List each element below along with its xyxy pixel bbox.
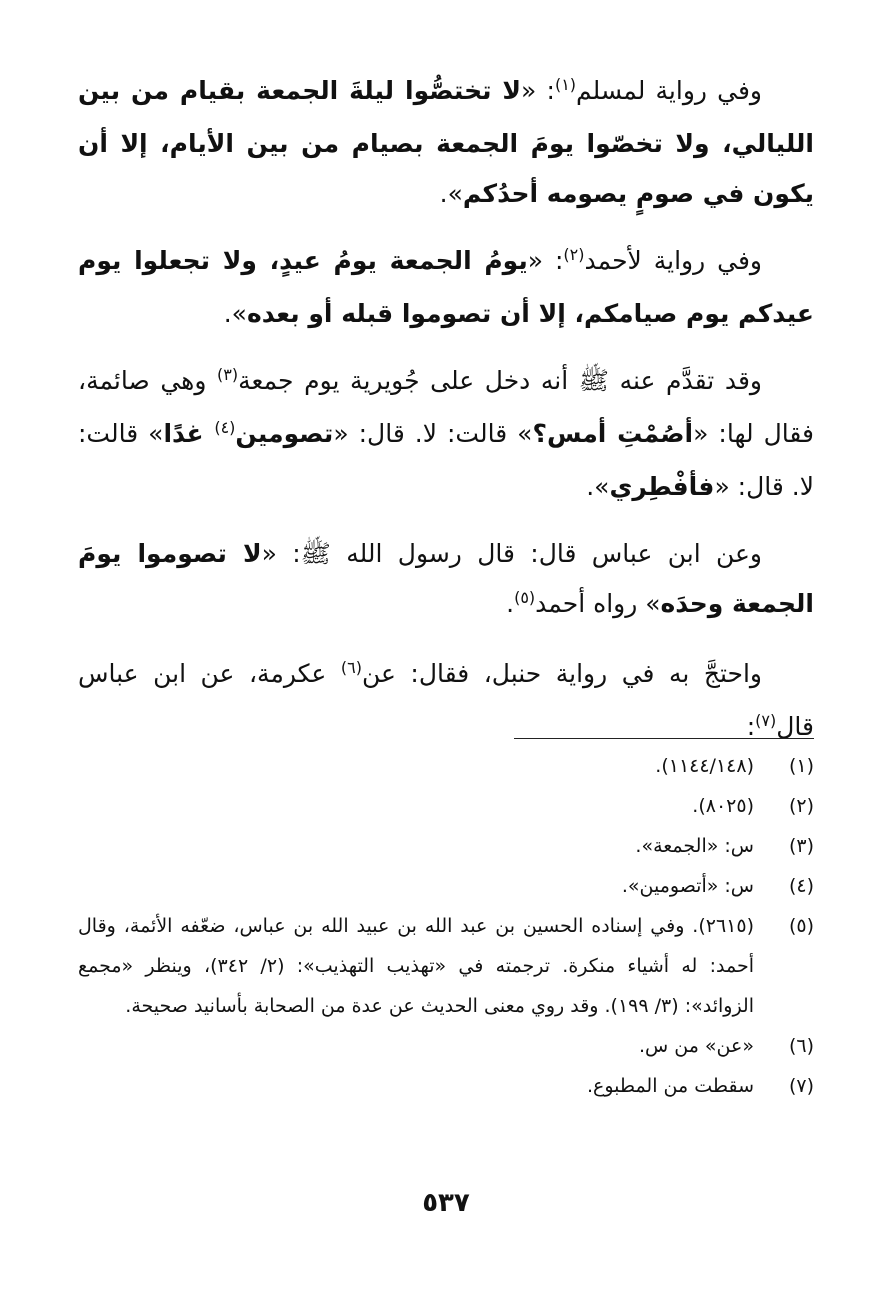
page-number: ٥٣٧: [422, 1188, 470, 1218]
footnote-ref-5[interactable]: (٥): [514, 588, 536, 607]
footnote-ref-7[interactable]: (٧): [755, 711, 777, 730]
footnote-number: (٢): [788, 795, 814, 817]
text-segment: ».: [586, 472, 610, 501]
hadith-text: فأفْطِري: [609, 472, 715, 501]
hadith-text: تصومين: [235, 419, 334, 448]
text-segment: » قالت: لا. قال: «: [333, 419, 533, 448]
hadith-text: غدًا: [163, 419, 215, 448]
footnote-text: (٨٠٢٥).: [692, 795, 754, 817]
text-segment: » قالت: لا. قال: «: [78, 419, 814, 501]
text-segment: وعن ابن عباس قال: قال رسول الله ﷺ: «: [261, 539, 762, 568]
footnote-ref-6[interactable]: (٦): [340, 658, 362, 677]
paragraph-4: [78, 529, 814, 632]
footnote-number: (١): [788, 755, 814, 777]
paragraph-5: [78, 649, 814, 755]
text-segment: عكرمة، عن ابن عباس قال: [78, 659, 814, 741]
paragraph-1: [78, 66, 814, 219]
paragraph-3: [78, 356, 814, 512]
footnote-number: (٧): [788, 1075, 814, 1097]
footnote-separator: [514, 738, 814, 739]
footnote-number: (٣): [788, 835, 814, 857]
text-segment: واحتجَّ به في رواية حنبل، فقال: عن: [361, 659, 762, 688]
hadith-text: أصُمْتِ أمس؟: [532, 419, 694, 448]
footnote-ref-3[interactable]: (٣): [217, 365, 239, 384]
footnote-text: (٢٦١٥). وفي إسناده الحسين بن عبد الله بن عبيد الله بن عباس، ضعّفه الأئمة، وقال أحمد: له أشياء منكرة. ترجمته في «تهذيب التهذيب»: (٢/ ٣٤٢)، وينظر «مجمع الزوائد»: (٣/ ١٩٩). وقد روي معنى الحديث عن عدة من الصحابة بأسانيد صحيحة.: [78, 915, 754, 1017]
footnote-ref-4[interactable]: (٤): [214, 418, 236, 437]
footnote-number: (٤): [788, 875, 814, 897]
hadith-text: لا تصوموا يومَ الجمعة وحدَه: [78, 539, 814, 618]
footnote-text: س: «الجمعة».: [635, 835, 754, 857]
footnote-ref-2[interactable]: (٢): [563, 245, 585, 264]
text-segment: وفي رواية لأحمد: [584, 246, 762, 275]
footnote-1: [78, 746, 814, 786]
text-segment: :: [746, 712, 756, 741]
footnote-2: [78, 786, 814, 826]
paragraph-2: [78, 236, 814, 339]
footnote-text: س: «أتصومين».: [621, 875, 754, 897]
text-segment: .: [506, 589, 515, 618]
footnotes: [78, 746, 814, 1106]
text-segment: » رواه أحمد: [535, 589, 661, 618]
footnote-number: (٥): [788, 915, 814, 937]
hadith-text: لا تختصُّوا ليلةَ الجمعة بقيام من بين الليالي، ولا تخصّوا يومَ الجمعة بصيام من بين الأيام، إلا أن يكون في صومٍ يصومه أحدُكم: [78, 76, 814, 208]
text-segment: وفي رواية لمسلم: [576, 76, 763, 105]
hadith-text: يومُ الجمعة يومُ عيدٍ، ولا تجعلوا يوم عيدكم يوم صيامكم، إلا أن تصوموا قبله أو بعده: [78, 246, 814, 328]
footnote-5: [78, 906, 814, 1026]
footnote-6: [78, 1026, 814, 1066]
footnote-4: [78, 866, 814, 906]
footnote-number: (٦): [788, 1035, 814, 1057]
text-segment: ».: [439, 179, 463, 208]
footnote-7: [78, 1066, 814, 1106]
footnote-3: [78, 826, 814, 866]
footnote-ref-1[interactable]: (١): [554, 75, 577, 94]
text-segment: : «: [527, 246, 564, 275]
footnote-text: (١١٤٤/١٤٨).: [655, 755, 754, 777]
text-segment: وقد تقدَّم عنه ﷺ أنه دخل على جُويرية يوم جمعة: [238, 366, 763, 395]
text-segment: وهي صائمة، فقال لها: «: [78, 366, 814, 448]
text-segment: ».: [223, 299, 247, 328]
footnote-text: «عن» من س.: [638, 1035, 754, 1057]
main-text: [78, 66, 814, 772]
text-segment: : «: [521, 76, 555, 105]
footnote-text: سقطت من المطبوع.: [586, 1075, 754, 1097]
